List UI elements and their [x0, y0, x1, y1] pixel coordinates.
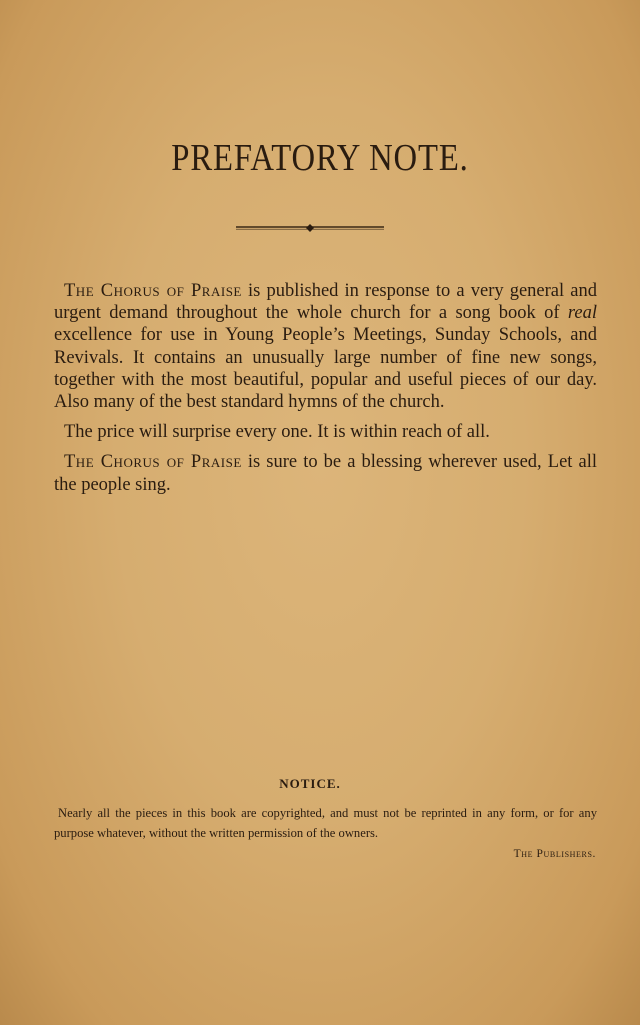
publishers-signature: The Publishers. — [513, 848, 596, 860]
divider-ornament-icon — [236, 222, 384, 234]
emphasis-word: real — [567, 303, 598, 324]
paragraph-3 — [54, 451, 597, 495]
paragraph-1 — [54, 280, 597, 413]
book-name: The Chorus of Praise — [64, 281, 242, 301]
notice-text: Nearly all the pieces in this book are copyrighted, and must not be reprinted in any form, or for any purpose whatever, without the written permission of the owners. — [54, 806, 597, 840]
paragraph-1-text-cont: excellence for use in Young People’s Meetings, Sunday Schools, and Revivals. It contains an unusually large number of fine new songs, together with the most beautiful, popular and useful pieces of our day. Also many of the best standard hymns of the church. — [54, 325, 597, 413]
paragraph-3-text: is sure to be a blessing wherever used, Let all the people sing. — [54, 452, 597, 495]
paragraph-1-text: is published in response to a very general and urgent demand throughout the whole church for a song book of — [54, 281, 597, 324]
notice-heading: NOTICE. — [279, 776, 341, 791]
book-name: The Chorus of Praise — [64, 452, 242, 473]
paragraph-2: The price will surprise every one. It is within reach of all. — [64, 422, 490, 443]
body-text — [54, 280, 597, 504]
page-title: PREFATORY NOTE. — [171, 137, 469, 179]
